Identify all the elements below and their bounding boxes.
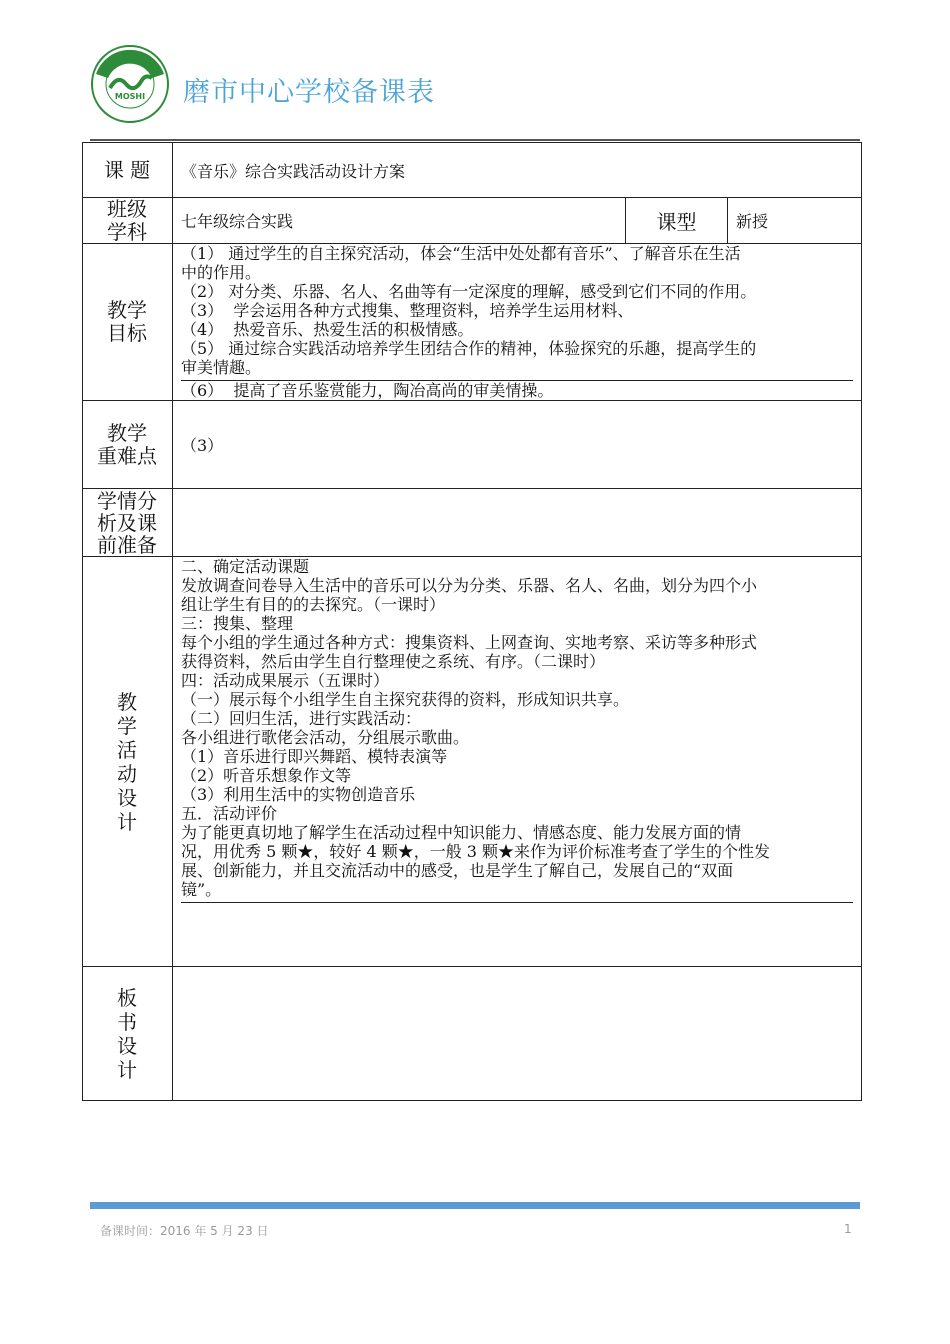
table-rule	[82, 488, 862, 489]
page-title: 磨市中心学校备课表	[183, 77, 435, 108]
topic-label: 课 题	[103, 157, 151, 182]
table-rule	[172, 142, 173, 1100]
table-rule	[727, 197, 728, 243]
board-design-label	[82, 967, 172, 1100]
page-number: 1	[844, 1222, 852, 1236]
key-difficulty-value: （3）	[181, 436, 224, 455]
class-subject-value: 七年级综合实践	[181, 212, 294, 231]
activity-label-char: 活	[117, 737, 137, 762]
key-difficulty-label: 教学 重难点	[97, 420, 157, 468]
table-rule	[82, 1100, 862, 1101]
board-label-char: 书	[117, 1009, 137, 1034]
activity-label-char: 设	[117, 785, 137, 810]
table-rule	[82, 966, 862, 967]
class-subject-label: 班级 学科	[107, 196, 147, 244]
logo-mid-text: MOSHI	[114, 92, 146, 101]
board-label-char: 设	[117, 1033, 137, 1058]
activity-design-label	[82, 557, 172, 966]
activity-label-char: 动	[117, 761, 137, 786]
activity-label-char: 计	[117, 809, 137, 834]
analysis-prep-label: 学情分 析及课 前准备	[97, 488, 157, 557]
activity-label-char: 教	[117, 689, 137, 714]
text-underline	[181, 902, 853, 903]
goal-item: （1） 通过学生的自主探究活动，体会“生活中处处都有音乐”、了解音乐在生活 中的作用。	[181, 244, 741, 282]
prep-date: 备课时间：2016 年 5 月 23 日	[100, 1224, 269, 1238]
table-rule	[861, 142, 862, 1100]
activity-label-char: 学	[117, 713, 137, 738]
goal-item: （4） 热爱音乐、热爱生活的积极情感。	[181, 320, 474, 339]
lesson-type-label: 课型	[656, 210, 697, 234]
board-label-char: 板	[117, 985, 137, 1010]
teaching-goals-label: 教学 目标	[107, 298, 147, 345]
lesson-type-value: 新授	[736, 212, 769, 231]
topic-value: 《音乐》综合实践活动设计方案	[181, 161, 406, 181]
activity-design-text: 二、确定活动课题 发放调查问卷导入生活中的音乐可以分为分类、乐器、名人、名曲，划分为四个小 组让学生有目的的去探究。（一课时） 三：搜集、整理 每个小组的学生通过各种方式：搜集资料、上网查询、实地考察、采访等多种形式 获得资料，然后由学生自行整理使之系统、有序。（二课时） 四：活动成果展示（五课时） （一）展示每个小组学生自主探究获得的资料，形成知识共享。 （二）回归生活，进行实践活动： 各小组进行歌佬会活动，分组展示歌曲。 （1）音乐进行即兴舞蹈、模特表演等 （2）听音乐想象作文等 （3）利用生活中的实物创造音乐 五．活动评价 为了能更真切地了解学生在活动过程中知识能力、情感态度、能力发展方面的情 况，用优秀 5 颗★，较好 4 颗★，一般 3 颗★来作为评价标准考查了学生的个性发 展、创新能力，并且交流活动中的感受，也是学生了解自己，发展自己的“双面 镜”。	[181, 557, 771, 899]
goal-item: （2） 对分类、乐器、名人、名曲等有一定深度的理解，感受到它们不同的作用。	[181, 282, 757, 301]
board-label-char: 计	[117, 1057, 137, 1082]
footer-bar	[90, 1202, 860, 1209]
goal-item: （3） 学会运用各种方式搜集、整理资料，培养学生运用材料、	[181, 301, 634, 320]
goal-item: （6） 提高了音乐鉴赏能力，陶冶高尚的审美情操。	[181, 381, 554, 400]
goal-item: （5） 通过综合实践活动培养学生团结合作的精神，体验探究的乐趣，提高学生的 审美情趣。	[181, 339, 757, 377]
